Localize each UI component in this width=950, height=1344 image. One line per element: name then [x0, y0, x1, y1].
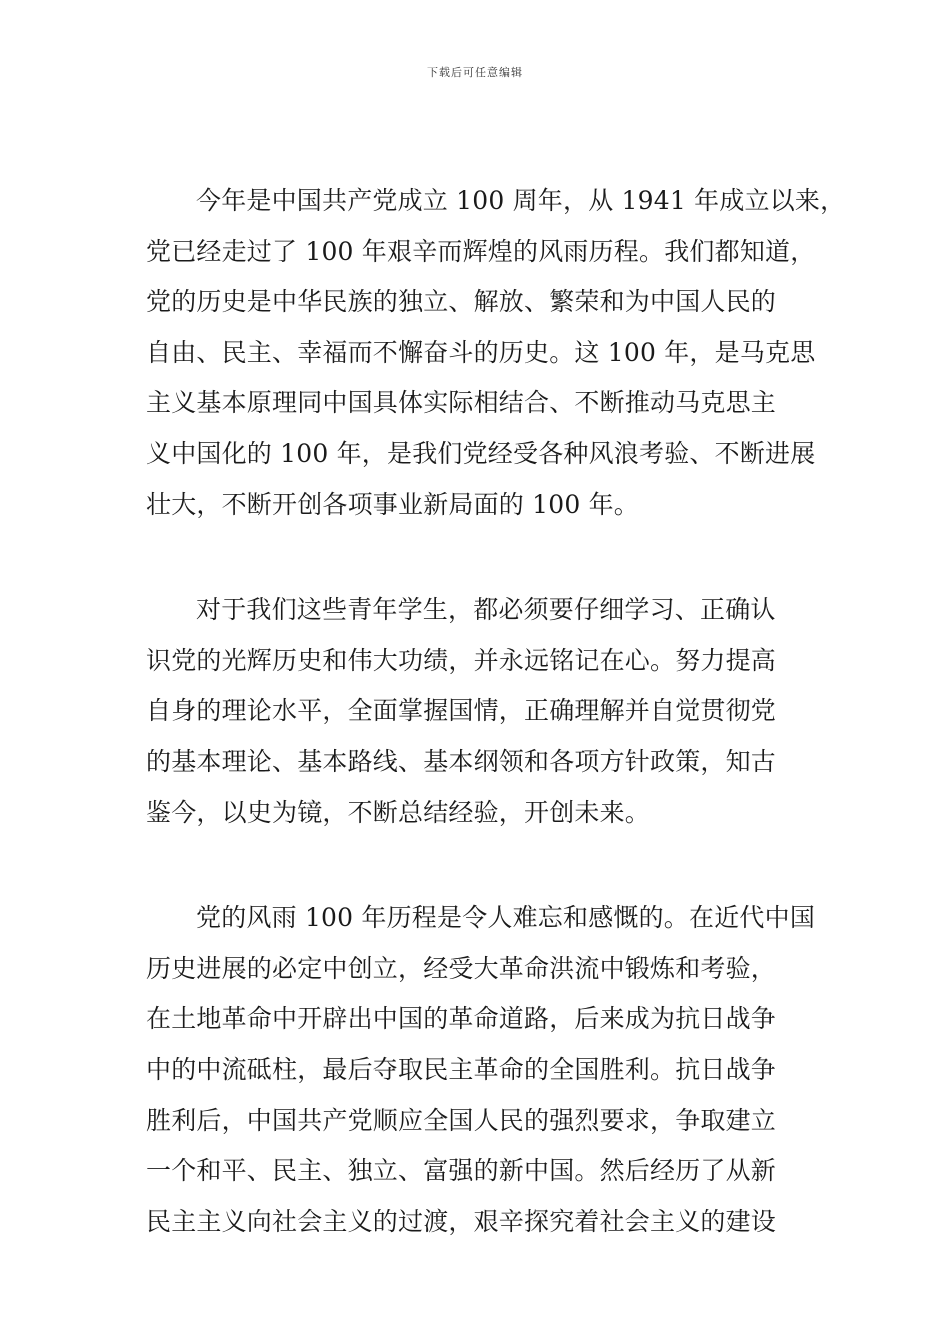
- text-line: 民主主义向社会主义的过渡，艰辛探究着社会主义的建设: [146, 1206, 777, 1236]
- paragraph-3: [146, 893, 836, 1247]
- text-line: 的基本理论、基本路线、基本纲领和各项方针政策，知古: [146, 746, 777, 776]
- text-line: 今年是中国共产党成立 100 周年，从 1941 年成立以来，: [196, 186, 846, 215]
- text-line: 一个和平、民主、独立、富强的新中国。然后经历了从新: [146, 1156, 777, 1186]
- text-line: 对于我们这些青年学生，都必须要仔细学习、正确认: [196, 595, 776, 625]
- paragraph-2: [146, 585, 836, 838]
- text-line: 自身的理论水平，全面掌握国情，正确理解并自觉贯彻党: [146, 696, 777, 726]
- paragraph-1: [146, 176, 846, 530]
- text-line: 胜利后，中国共产党顺应全国人民的强烈要求，争取建立: [146, 1105, 777, 1135]
- text-line: 党已经走过了 100 年艰辛而辉煌的风雨历程。我们都知道，: [146, 236, 816, 266]
- text-line: 党的风雨 100 年历程是令人难忘和感慨的。在近代中国: [196, 903, 816, 933]
- text-line: 鉴今，以史为镜，不断总结经验，开创未来。: [146, 797, 651, 827]
- text-line: 义中国化的 100 年，是我们党经受各种风浪考验、不断进展: [146, 438, 816, 468]
- text-line: 识党的光辉历史和伟大功绩，并永远铭记在心。努力提高: [146, 645, 777, 675]
- text-line: 党的历史是中华民族的独立、解放、繁荣和为中国人民的: [146, 287, 777, 317]
- text-line: 历史进展的必定中创立，经受大革命洪流中锻炼和考验，: [146, 953, 777, 983]
- document-body: [146, 176, 846, 1302]
- header-note: 下载后可任意编辑: [427, 66, 523, 79]
- text-line: 中的中流砥柱，最后夺取民主革命的全国胜利。抗日战争: [146, 1054, 777, 1084]
- text-line: 壮大，不断开创各项事业新局面的 100 年。: [146, 489, 640, 519]
- text-line: 主义基本原理同中国具体实际相结合、不断推动马克思主: [146, 388, 777, 418]
- text-line: 自由、民主、幸福而不懈奋斗的历史。这 100 年，是马克思: [146, 337, 816, 367]
- text-line: 在土地革命中开辟出中国的革命道路，后来成为抗日战争: [146, 1004, 777, 1034]
